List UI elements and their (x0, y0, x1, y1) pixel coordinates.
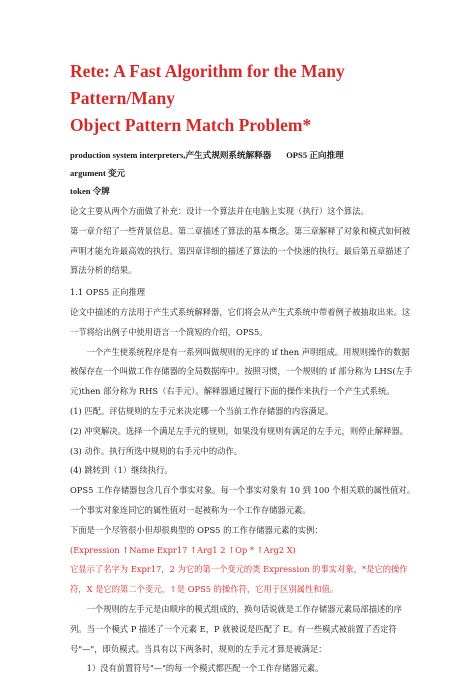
condition-1: 1）没有前置符号"—"的每一个模式都匹配一个工作存储器元素。 (86, 663, 324, 674)
example-expression: (Expression ↑Name Expr17 ↑Arg1 2 ↑Op * ↑Arg2 X) (70, 544, 296, 555)
chapters-paragraph: 第一章介绍了一些背景信息。第二章描述了算法的基本概念。第三章解释了对象和模式如何被声明才能允许最高效的执行。第四章详细的描述了算法的一个快速的执行。最后第五章描述了算法分析的结果。 (70, 225, 411, 276)
example-description: 它显示了名字为 Expr17，2 为它的第一个变元的类 Expression 的事实对象，*是它的操作符，X 是它的第二个变元，↑是 OPS5 的操作符，它用于区别属性和值。 (70, 564, 408, 595)
paper-title (70, 58, 416, 139)
keyword-2: OPS5 正向推理 (286, 150, 344, 160)
step-3: (3) 动作。执行所选中规则的右手元中的动作。 (70, 445, 243, 456)
section-1-1-heading: 1.1 OPS5 正向推理 (70, 287, 146, 298)
section-1-1-paragraph-2: 一个产生使系统程序是有一系列叫做规则的无序的 if then 声明组成。用规则操作的数据被保存在一个叫做工作存储器的全局数据库中。按照习惯，一个规则的 if 部分称为 LHS(左手元)then 部分称为 RHS（右手元）。解释器通过履行下面的操作来执行一个产生式系统。 (70, 346, 413, 397)
lhs-paragraph: 一个规则的左手元是由顺序的模式组成的，换句话说就是工作存储器元素局部描述的序列。当一个模式 P 描述了一个元素 E，P 就被说是匹配了 E。有一些模式被前置了否定符号"—"，即负模式。当具有以下两条时，规则的左手元才算是被满足： (70, 603, 402, 654)
section-1-1-paragraph-1: 论文中描述的方法用于产生式系统解释器，它们将会从产生式系统中带着例子被抽取出来。这一节将给出例子中使用语言一个简短的介绍，OPS5。 (70, 306, 411, 337)
step-2: (2) 冲突解决。选择一个满足左手元的规则，如果没有规则有满足的左手元，则停止解释器。 (70, 425, 408, 436)
example-intro: 下面是一个尽管很小但却很典型的 OPS5 的工作存储器元素的实例： (70, 524, 323, 535)
title-line-2: Object Pattern Match Problem* (70, 115, 312, 135)
working-memory-paragraph: OPS5 工作存储器包含几百个事实对象。每一个事实对象有 10 到 100 个相关联的属性值对。一个事实对象连同它的属性值对一起被称为一个工作存储器元素。 (70, 485, 416, 515)
step-1: (1) 匹配。评估规则的左手元来决定哪一个当前工作存储器的内容满足。 (70, 405, 334, 416)
keyword-4: token 令牌 (70, 186, 110, 196)
step-4: (4) 跳转到（1）继续执行。 (70, 465, 173, 476)
keyword-1: production system interpreters,产生式规则系统解释器 (70, 150, 272, 160)
title-line-1: Rete: A Fast Algorithm for the Many Pattern/Many (70, 61, 345, 108)
keyword-3: argument 变元 (70, 168, 126, 178)
intro-paragraph: 论文主要从两个方面做了补充：设计一个算法并在电脑上实现（执行）这个算法。 (70, 206, 369, 216)
keywords-line (70, 147, 416, 183)
